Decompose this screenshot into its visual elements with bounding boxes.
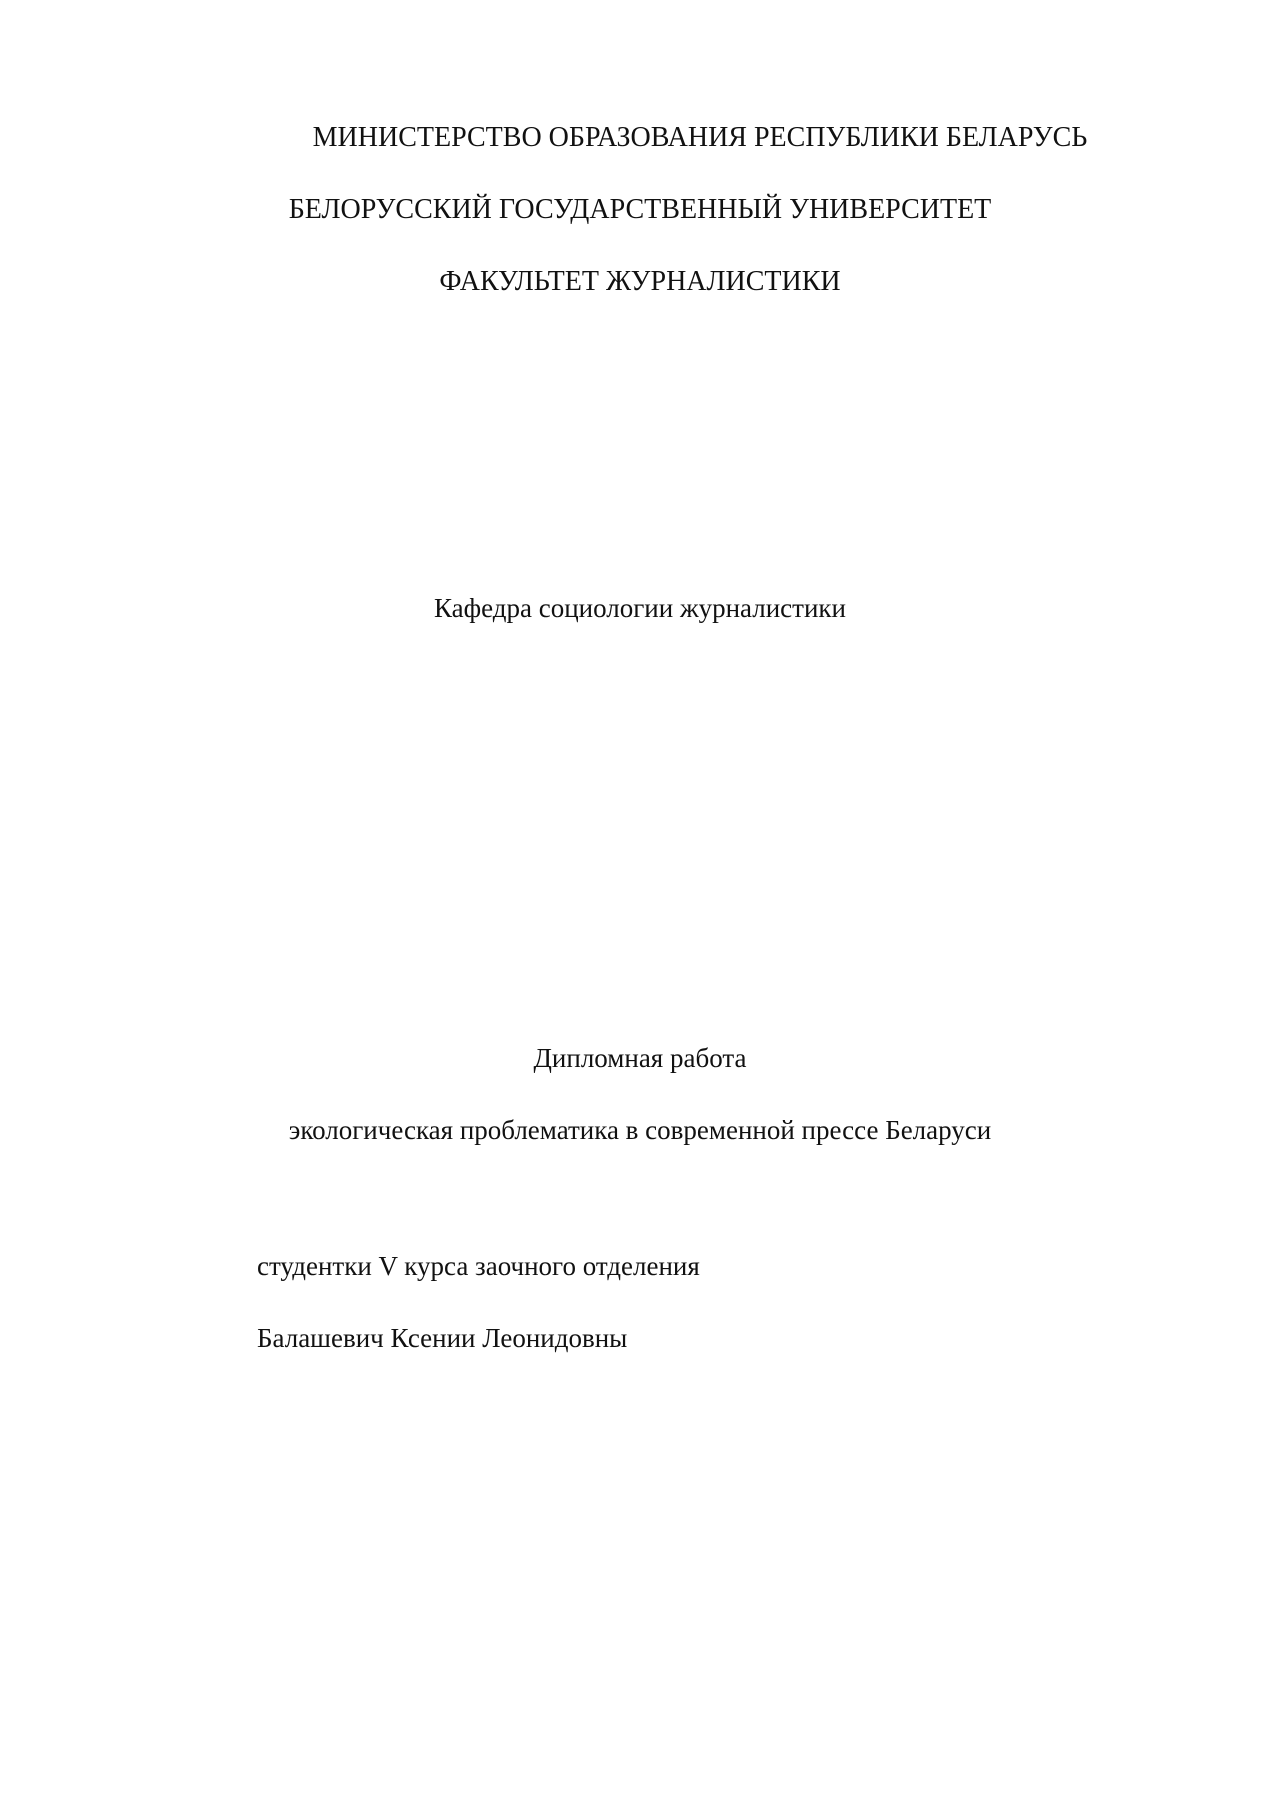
work-type: Дипломная работа xyxy=(533,1043,747,1073)
author-status: студентки V курса заочного отделения xyxy=(257,1251,700,1281)
university-heading: БЕЛОРУССКИЙ ГОСУДАРСТВЕННЫЙ УНИВЕРСИТЕТ xyxy=(288,194,992,225)
author-name: Балашевич Ксении Леонидовны xyxy=(257,1323,628,1353)
ministry-heading: МИНИСТЕРСТВО ОБРАЗОВАНИЯ РЕСПУБЛИКИ БЕЛАРУСЬ xyxy=(312,122,1088,153)
department-name: Кафедра социологии журналистики xyxy=(433,593,846,623)
faculty-heading: ФАКУЛЬТЕТ ЖУРНАЛИСТИКИ xyxy=(439,266,841,297)
work-topic: экологическая проблематика в современной прессе Беларуси xyxy=(288,1115,992,1145)
